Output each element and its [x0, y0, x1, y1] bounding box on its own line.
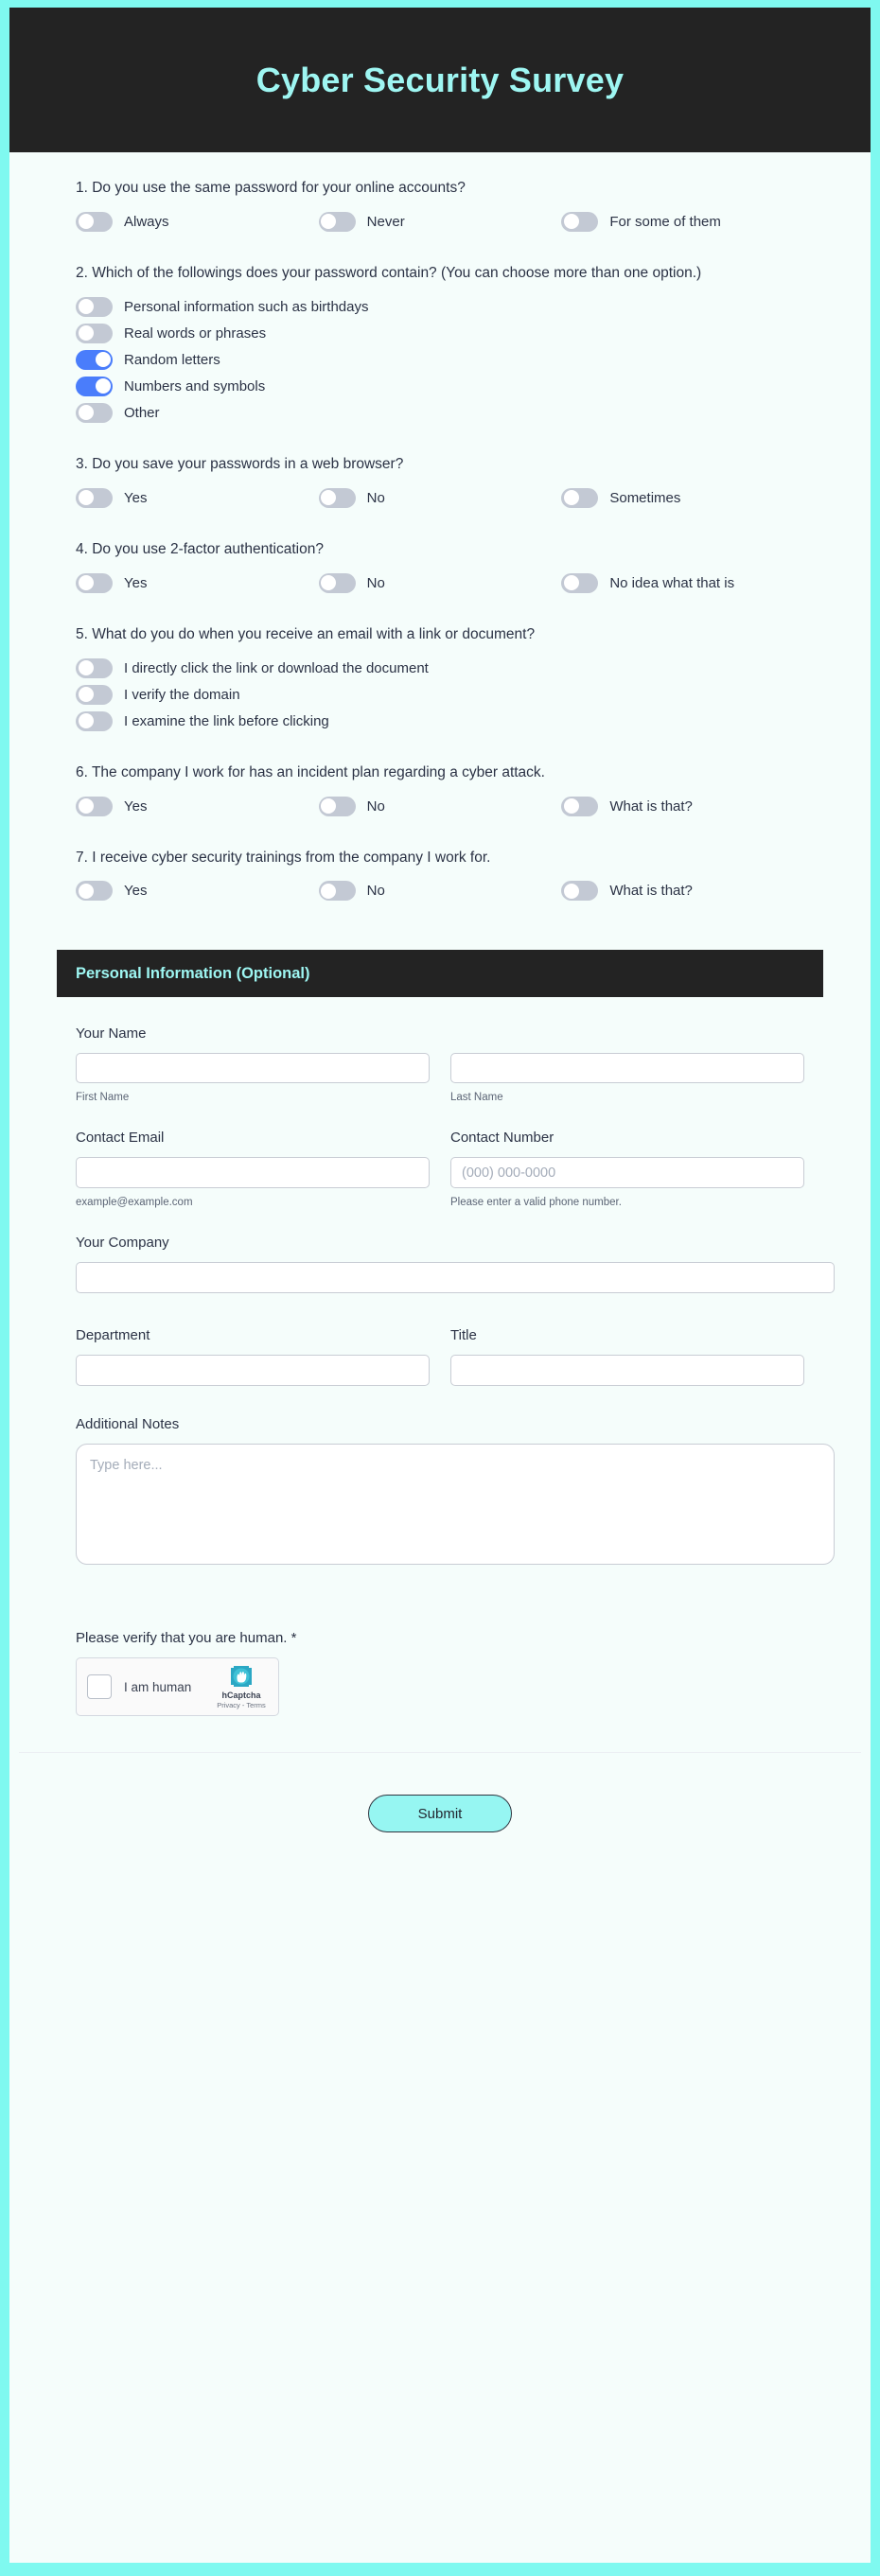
toggle-switch-off[interactable]	[76, 658, 113, 678]
toggle-switch-off[interactable]	[76, 797, 113, 816]
toggle-switch-off[interactable]	[76, 324, 113, 343]
option-label: No	[366, 489, 385, 506]
toggle-option[interactable]	[76, 212, 319, 232]
toggle-switch-off[interactable]	[561, 488, 598, 508]
option-label: I directly click the link or download the document	[124, 659, 429, 676]
last-name-input[interactable]	[450, 1053, 804, 1083]
question-text: 2. Which of the followings does your password contain? (You can choose more than one option.)	[76, 264, 702, 281]
option-label: No	[366, 797, 385, 815]
toggle-option[interactable]	[561, 573, 804, 593]
toggle-option[interactable]	[76, 711, 804, 731]
option-label: Yes	[124, 574, 148, 591]
personal-information-section-header	[57, 950, 823, 997]
option-label: Yes	[124, 797, 148, 815]
toggle-switch-off[interactable]	[76, 881, 113, 901]
option-group	[76, 297, 804, 423]
toggle-switch-on[interactable]	[76, 377, 113, 396]
option-group	[76, 881, 804, 901]
option-label: Always	[124, 213, 169, 230]
toggle-knob	[564, 490, 579, 505]
contact-email-sublabel: example@example.com	[76, 1197, 193, 1209]
toggle-option[interactable]	[76, 797, 319, 816]
question-text: 7. I receive cyber security trainings from the company I work for.	[76, 849, 491, 866]
option-label: Never	[366, 213, 405, 230]
question-block	[9, 540, 871, 593]
toggle-option[interactable]	[76, 377, 454, 396]
title-col	[450, 1327, 804, 1386]
question-block	[9, 763, 871, 816]
contact-number-input[interactable]	[450, 1157, 804, 1188]
i-am-human-label: I am human	[124, 1679, 192, 1694]
form-header	[9, 8, 871, 152]
hcaptcha-brand-name: hCaptcha	[221, 1690, 261, 1700]
toggle-knob	[564, 884, 579, 899]
toggle-knob	[79, 325, 94, 341]
toggle-knob	[321, 884, 336, 899]
toggle-option[interactable]	[76, 403, 454, 423]
questions-container	[9, 152, 871, 901]
toggle-knob	[321, 214, 336, 229]
toggle-knob	[96, 352, 111, 367]
question-block	[9, 264, 871, 423]
field-group-name	[76, 1025, 804, 1103]
toggle-knob	[96, 378, 111, 394]
toggle-option[interactable]	[76, 573, 319, 593]
option-label: No	[366, 883, 385, 900]
page-title: Cyber Security Survey	[255, 60, 625, 99]
toggle-option[interactable]	[319, 488, 562, 508]
title-label: Title	[450, 1327, 477, 1344]
toggle-option[interactable]	[76, 658, 804, 678]
hcaptcha-widget[interactable]	[76, 1657, 279, 1716]
option-label: I examine the link before clicking	[124, 712, 329, 729]
your-name-label: Your Name	[76, 1025, 147, 1043]
toggle-option[interactable]	[319, 573, 562, 593]
question-text: 4. Do you use 2-factor authentication?	[76, 540, 324, 557]
toggle-switch-off[interactable]	[319, 797, 356, 816]
your-company-label: Your Company	[76, 1235, 169, 1252]
personal-fields	[9, 997, 871, 1569]
toggle-switch-off[interactable]	[319, 212, 356, 232]
contact-number-sublabel: Please enter a valid phone number.	[450, 1197, 622, 1209]
option-group	[76, 797, 804, 816]
your-company-input[interactable]	[76, 1262, 835, 1293]
toggle-knob	[79, 214, 94, 229]
toggle-switch-off[interactable]	[76, 573, 113, 593]
toggle-knob	[79, 713, 94, 728]
question-block	[9, 179, 871, 232]
option-label: Random letters	[124, 351, 220, 368]
toggle-knob	[79, 660, 94, 675]
department-col	[76, 1327, 430, 1386]
department-label: Department	[76, 1327, 150, 1344]
submit-button[interactable]: Submit	[368, 1795, 512, 1832]
toggle-option[interactable]	[319, 212, 562, 232]
toggle-switch-off[interactable]	[76, 685, 113, 705]
toggle-switch-off[interactable]	[319, 573, 356, 593]
toggle-knob	[321, 798, 336, 814]
first-name-col	[76, 1053, 430, 1103]
question-text: 6. The company I work for has an incident plan regarding a cyber attack.	[76, 763, 545, 780]
option-label: What is that?	[609, 883, 693, 900]
toggle-switch-off[interactable]	[76, 212, 113, 232]
toggle-option[interactable]	[76, 685, 804, 705]
toggle-switch-off[interactable]	[76, 403, 113, 423]
question-text: 1. Do you use the same password for your online accounts?	[76, 180, 466, 196]
section-title: Personal Information (Optional)	[76, 964, 310, 982]
hcaptcha-privacy-terms[interactable]: Privacy - Terms	[217, 1700, 266, 1709]
toggle-option[interactable]	[561, 212, 804, 232]
toggle-knob	[321, 575, 336, 590]
contact-email-label: Contact Email	[76, 1130, 165, 1147]
last-name-col	[450, 1053, 804, 1103]
title-input[interactable]	[450, 1355, 804, 1386]
toggle-switch-off[interactable]	[76, 711, 113, 731]
toggle-knob	[79, 490, 94, 505]
toggle-switch-off[interactable]	[561, 212, 598, 232]
field-group-contact	[76, 1130, 804, 1208]
option-group	[76, 488, 804, 508]
captcha-prompt: Please verify that you are human. *	[76, 1630, 297, 1647]
first-name-sublabel: First Name	[76, 1092, 130, 1104]
toggle-switch-off[interactable]	[319, 881, 356, 901]
toggle-knob	[79, 798, 94, 814]
option-label: For some of them	[609, 213, 721, 230]
hcaptcha-brand	[215, 1665, 268, 1709]
toggle-knob	[79, 299, 94, 314]
option-group	[76, 573, 804, 593]
toggle-option[interactable]	[319, 797, 562, 816]
contact-email-input[interactable]	[76, 1157, 430, 1188]
submit-area	[9, 1753, 871, 1889]
toggle-knob	[79, 884, 94, 899]
toggle-option[interactable]	[76, 881, 319, 901]
question-text: 3. Do you save your passwords in a web browser?	[76, 455, 404, 472]
toggle-knob	[321, 490, 336, 505]
option-label: No idea what that is	[609, 574, 735, 591]
toggle-option[interactable]	[561, 797, 804, 816]
toggle-switch-off[interactable]	[319, 488, 356, 508]
option-label: Numbers and symbols	[124, 377, 266, 394]
field-group-department-title	[76, 1327, 804, 1386]
toggle-knob	[564, 214, 579, 229]
toggle-knob	[79, 687, 94, 702]
toggle-option[interactable]	[76, 350, 454, 370]
option-label: Sometimes	[609, 489, 681, 506]
last-name-sublabel: Last Name	[450, 1092, 503, 1104]
question-block	[9, 625, 871, 731]
toggle-knob	[564, 575, 579, 590]
option-label: Other	[124, 404, 160, 421]
option-label: What is that?	[609, 797, 693, 815]
toggle-option[interactable]	[76, 297, 454, 317]
option-label: Real words or phrases	[124, 324, 267, 342]
toggle-option[interactable]	[561, 488, 804, 508]
toggle-option[interactable]	[319, 881, 562, 901]
toggle-switch-off[interactable]	[561, 797, 598, 816]
captcha-block	[9, 1596, 871, 1716]
i-am-human-checkbox[interactable]	[87, 1674, 112, 1699]
question-block	[9, 849, 871, 902]
toggle-switch-on[interactable]	[76, 350, 113, 370]
toggle-option[interactable]	[76, 488, 319, 508]
question-block	[9, 455, 871, 508]
question-text: 5. What do you do when you receive an email with a link or document?	[76, 625, 536, 642]
field-group-notes	[76, 1416, 804, 1569]
department-input[interactable]	[76, 1355, 430, 1386]
toggle-option[interactable]	[561, 881, 804, 901]
toggle-switch-off[interactable]	[561, 881, 598, 901]
waving-hand-icon	[229, 1665, 254, 1690]
toggle-knob	[79, 575, 94, 590]
contact-number-label: Contact Number	[450, 1130, 554, 1147]
additional-notes-textarea[interactable]	[76, 1444, 835, 1565]
toggle-switch-off[interactable]	[76, 297, 113, 317]
option-label: No	[366, 574, 385, 591]
toggle-knob	[564, 798, 579, 814]
first-name-input[interactable]	[76, 1053, 430, 1083]
toggle-option[interactable]	[76, 324, 454, 343]
contact-number-col	[450, 1130, 804, 1208]
option-label: Yes	[124, 489, 148, 506]
toggle-switch-off[interactable]	[76, 488, 113, 508]
option-label: I verify the domain	[124, 686, 240, 703]
option-group	[76, 658, 804, 731]
option-label: Personal information such as birthdays	[124, 298, 369, 315]
toggle-switch-off[interactable]	[561, 573, 598, 593]
toggle-knob	[79, 405, 94, 420]
contact-email-col	[76, 1130, 430, 1208]
option-label: Yes	[124, 883, 148, 900]
additional-notes-label: Additional Notes	[76, 1416, 180, 1433]
option-group	[76, 212, 804, 232]
field-group-company	[76, 1235, 804, 1293]
form-sheet	[9, 8, 871, 2563]
